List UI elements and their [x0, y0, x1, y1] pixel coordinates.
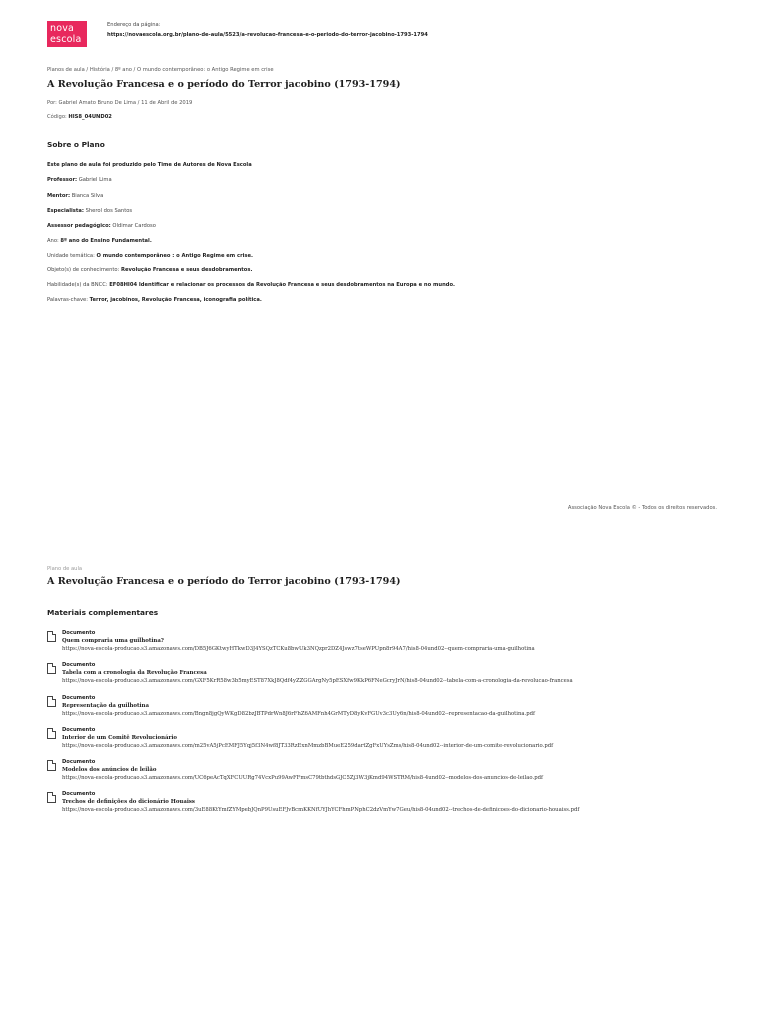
assessor-line	[47, 223, 156, 229]
code-line	[47, 114, 112, 120]
professor-value: Gabriel Lima	[78, 177, 112, 183]
especialista-line	[47, 208, 132, 214]
code-label: Código:	[47, 114, 67, 120]
unidade-value: O mundo contemporâneo : o Antigo Regime em crise.	[96, 253, 253, 259]
plan-label: Plano de aula	[47, 566, 83, 572]
logo-line-2: escola	[50, 34, 82, 45]
document-icon	[47, 696, 56, 707]
material-url[interactable]: https://nova-escola-producao.s3.amazonaws.com/UC6peAcTqXFCUURg74VcxPu99AwFFmsC79tbthdsGJC5Zj3W3jKmd94WSTRM/his8-4und02--modelos-dos-anuncios-de-leilao.pdf	[62, 775, 543, 781]
unidade-label: Unidade temática:	[47, 253, 95, 259]
breadcrumb[interactable]: Planos de aula / História / 8º ano / O mundo contemporâneo: o Antigo Regime em crise	[47, 67, 274, 73]
professor-label: Professor:	[47, 177, 78, 183]
section-title-materials: Materiais complementares	[47, 608, 159, 617]
assessor-label: Assessor pedagógico:	[47, 223, 111, 229]
mentor-line	[47, 193, 103, 199]
address-label: Endereço da página:	[107, 22, 161, 28]
palavras-label: Palavras-chave:	[47, 297, 88, 303]
document-icon	[47, 663, 56, 674]
code-value: HIS8_04UND02	[68, 114, 112, 120]
material-type: Documento	[62, 695, 96, 701]
material-title: Interior de um Comitê Revolucionário	[62, 735, 177, 741]
page-title: A Revolução Francesa e o período do Terror jacobino (1793-1794)	[47, 79, 401, 90]
nova-escola-logo	[47, 21, 87, 47]
material-url[interactable]: https://nova-escola-producao.s3.amazonaws.com/GXF5KrR58w3b5myEST87XkJ8Qdf4yZZGGArgNy5pESXfw9KkP6FNeGcryJrN/his8-04und02--tabela-com-a-cronologia-da-revolucao-francesa	[62, 678, 573, 684]
unidade-line	[47, 253, 253, 259]
page-title-2: A Revolução Francesa e o período do Terror jacobino (1793-1794)	[47, 576, 401, 587]
material-url[interactable]: https://nova-escola-producao.s3.amazonaws.com/m25vA5jPcEMFJ5Yqj5f3N4wf8JT33RzExnMmzbBMueE259dartZgFxUYsZms/his8-04und02--interior-de-um-comite-revolucionario.pdf	[62, 743, 554, 749]
habilidade-line	[47, 282, 455, 288]
palavras-value: Terror, jacobinos, Revolução Francesa, iconografia política.	[89, 297, 262, 303]
author-line: Por: Gabriel Amato Bruno De Lima / 11 de Abril de 2019	[47, 100, 193, 106]
material-url[interactable]: https://nova-escola-producao.s3.amazonaws.com/3uE88KtYmfZYMpebJQnP9UsuEFJvBcmKKNfUYJhYCFhmPNphC2dzVmYw7Geu/his8-04und02--trechos-de-definicoes-do-dicionario-houaiss.pdf	[62, 807, 580, 813]
copyright-footer: Associação Nova Escola © - Todos os direitos reservados.	[567, 505, 717, 511]
objeto-label: Objeto(s) de conhecimento:	[47, 267, 120, 273]
palavras-line	[47, 297, 262, 303]
mentor-label: Mentor:	[47, 193, 71, 199]
material-title: Quem compraria uma guilhotina?	[62, 638, 164, 644]
material-type: Documento	[62, 662, 96, 668]
especialista-value: Sherol dos Santos	[85, 208, 133, 214]
section-title-about: Sobre o Plano	[47, 140, 105, 149]
intro-text: Este plano de aula foi produzido pelo Time de Autores de Nova Escola	[47, 162, 252, 168]
especialista-label: Especialista:	[47, 208, 84, 214]
habilidade-value: EF08HI04 Identificar e relacionar os processos da Revolução Francesa e seus desdobramentos na Europa e no mundo.	[109, 282, 456, 288]
material-url[interactable]: https://nova-escola-producao.s3.amazonaws.com/Bngn8jgQyWKgD82bzJBTPdrWn8J6rFhZ6AMFnh4GrMTyD8yKvFGUv3c3Uy6n/his8-04und02--representacao-da-guilhotina.pdf	[62, 711, 535, 717]
objeto-value: Revolução Francesa e seus desdobramentos.	[120, 267, 253, 273]
ano-line	[47, 238, 152, 244]
material-title: Modelos dos anúncios de leilão	[62, 767, 157, 773]
material-type: Documento	[62, 630, 96, 636]
ano-value: 8º ano do Ensino Fundamental.	[60, 238, 152, 244]
material-url[interactable]: https://nova-escola-producao.s3.amazonaws.com/DB5J6GKtwyHTkwD3J4YSQzTCKu8bwUk3NQzpr2DZ4Jswz7tseWPUpn8r94A7/his8-04und02--quem-compraria-uma-guilhotina	[62, 646, 535, 652]
habilidade-label: Habilidade(s) da BNCC:	[47, 282, 108, 288]
material-type: Documento	[62, 759, 96, 765]
material-type: Documento	[62, 791, 96, 797]
material-title: Representação da guilhotina	[62, 703, 149, 709]
material-type: Documento	[62, 727, 96, 733]
intro-line	[47, 162, 252, 168]
ano-label: Ano:	[47, 238, 59, 244]
professor-line	[47, 177, 112, 183]
document-icon	[47, 728, 56, 739]
address-url[interactable]: https://novaescola.org.br/plano-de-aula/5523/a-revolucao-francesa-e-o-periodo-do-terror-jacobino-1793-1794	[107, 32, 428, 38]
document-icon	[47, 631, 56, 642]
document-icon	[47, 760, 56, 771]
mentor-value: Bianca Silva	[71, 193, 104, 199]
material-title: Tabela com a cronologia da Revolução Francesa	[62, 670, 207, 676]
document-icon	[47, 792, 56, 803]
material-title: Trechos de definições do dicionário Houaiss	[62, 799, 195, 805]
objeto-line	[47, 267, 252, 273]
logo-line-1: nova	[50, 23, 75, 34]
assessor-value: Oldimar Cardoso	[112, 223, 156, 229]
